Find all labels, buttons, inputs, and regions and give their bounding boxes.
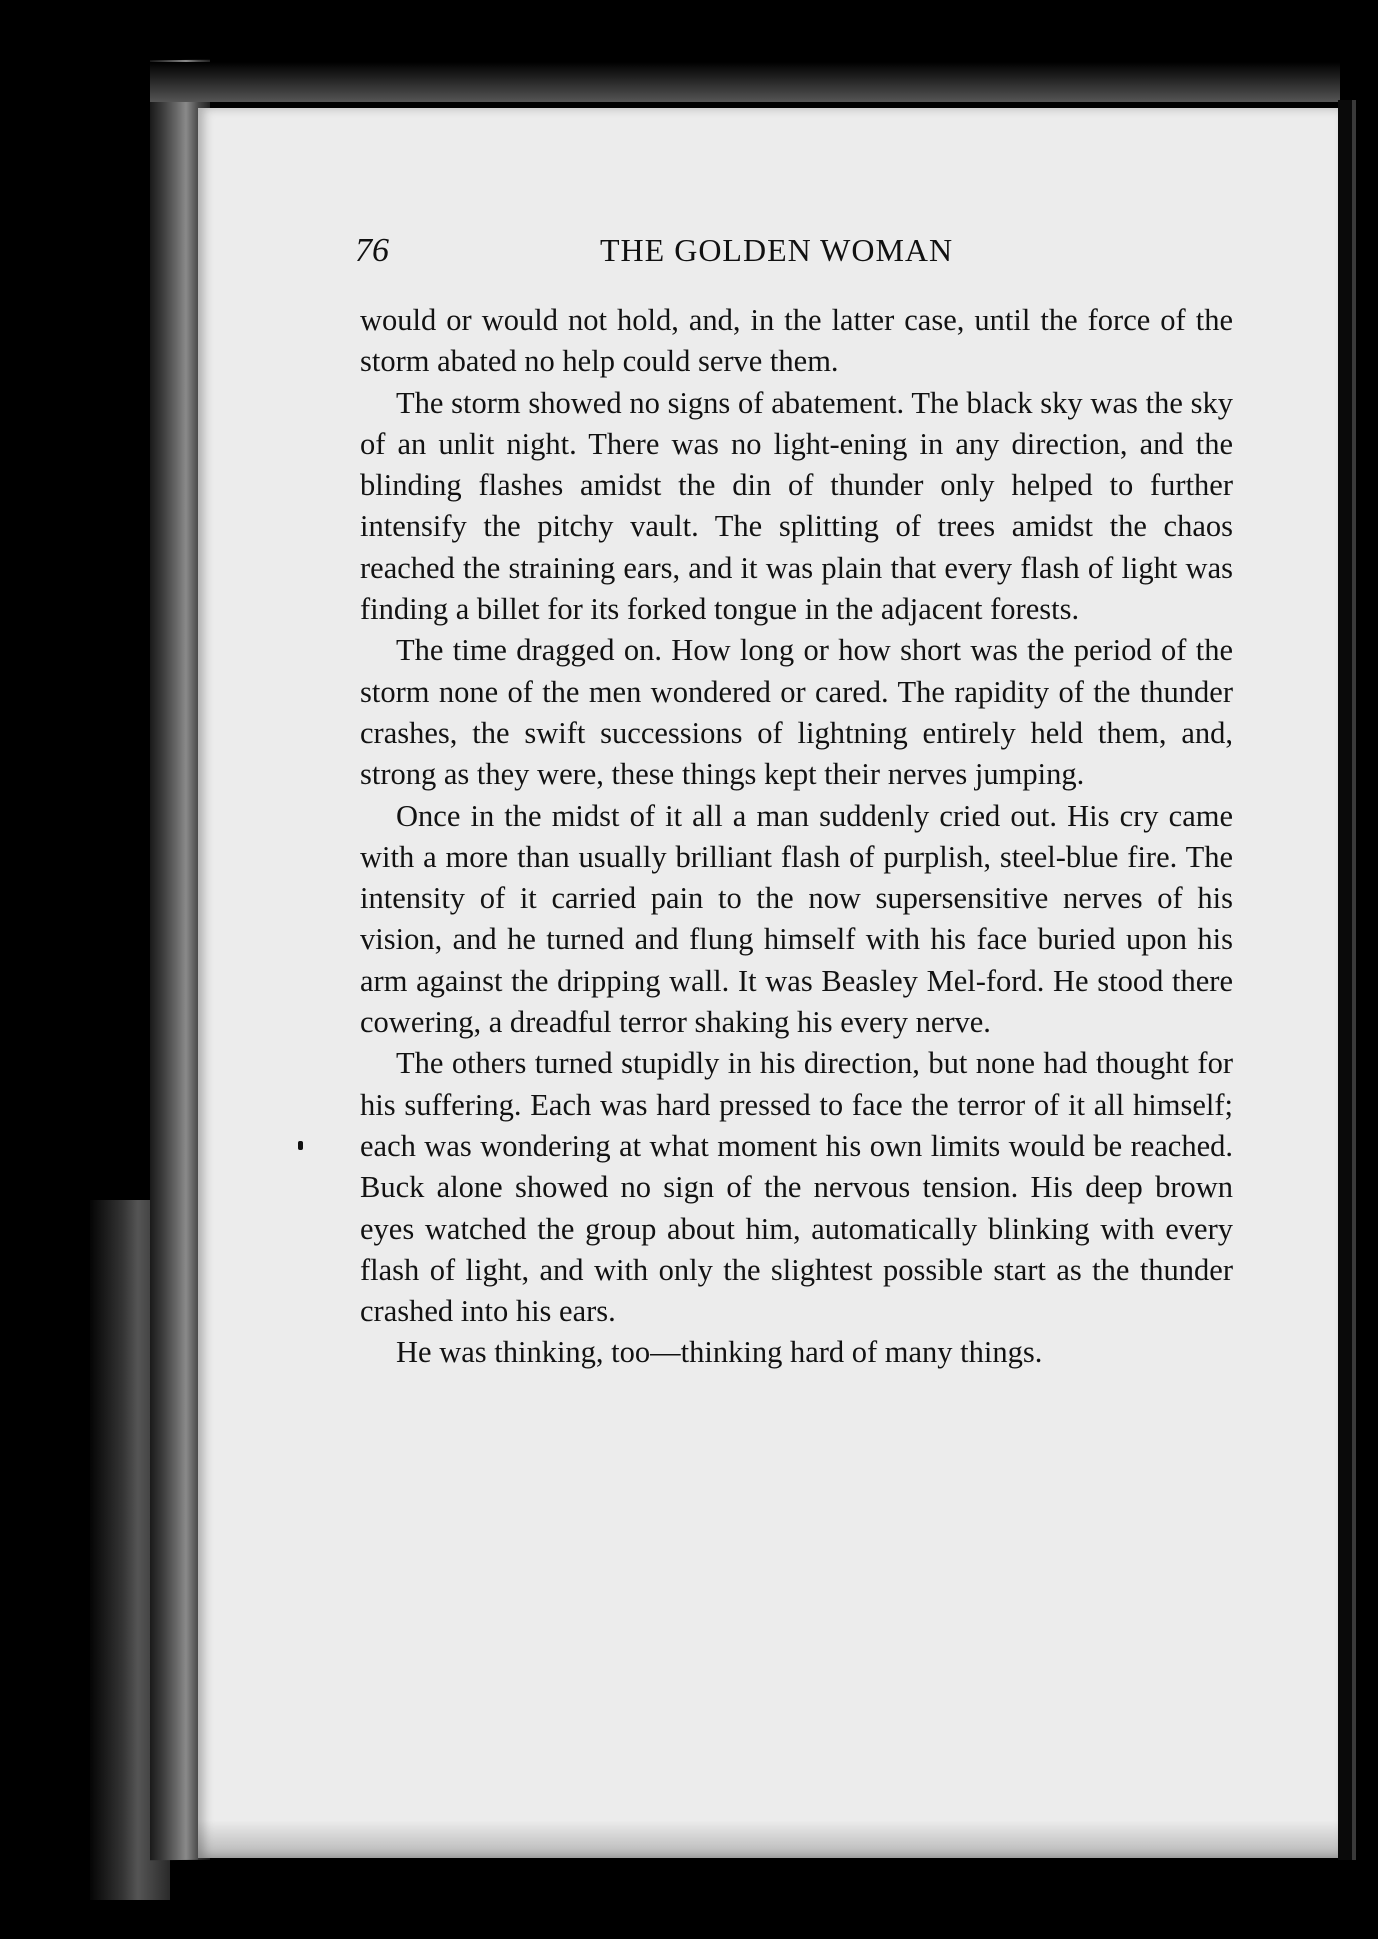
facing-page-gutter [1338,100,1352,1860]
paragraph-4: Once in the midst of it all a man suddenly cried out. His cry came with a more than usually brilliant flash of purplish, steel-blue fire. The intensity of it carried pain to the now supersensitive nerves of his vision, and he turned and flung himself with his face buried upon his arm against the dripping wall. It was Beasley Mel-ford. He stood there cowering, a dreadful terror shaking his every nerve. [360,798,1233,1040]
paragraph-5: The others turned stupidly in his direction, but none had thought for his suffering. Each was hard pressed to face the terror of it all himself; each was wondering at what moment his own limits would be reached. Buck alone showed no sign of the nervous tension. His deep brown eyes watched the group about him, automatically blinking with every flash of light, and with only the slightest possible start as the thunder crashed into his ears. [360,1046,1233,1329]
paragraph-6: He was thinking, too—thinking hard of many things. [396,1335,1043,1370]
page-number: 76 [355,232,389,269]
running-title: THE GOLDEN WOMAN [600,232,954,268]
running-header [355,228,1235,278]
body-text [360,300,1233,1374]
paragraph-3: The time dragged on. How long or how short was the period of the storm none of the men wondered or cared. The rapidity of the thunder crashes, the swift successions of lightning entirely held them, and, strong as they were, these things kept their nerves jumping. [360,633,1233,792]
paragraph-1: would or would not hold, and, in the latter case, until the force of the storm abated no help could serve them. [360,303,1233,379]
page-top-shadow [150,62,1340,102]
facing-page-edge [1352,100,1356,1860]
paragraph-2: The storm showed no signs of abatement. The black sky was the sky of an unlit night. There was no light-ening in any direction, and the blinding flashes amidst the din of thunder only helped to further intensify the pitchy vault. The splitting of trees amidst the chaos reached the straining ears, and it was plain that every flash of light was finding a billet for its forked tongue in the adjacent forests. [360,385,1233,627]
page-bottom-shade [198,1820,1338,1860]
stray-ink-mark [298,1141,303,1150]
